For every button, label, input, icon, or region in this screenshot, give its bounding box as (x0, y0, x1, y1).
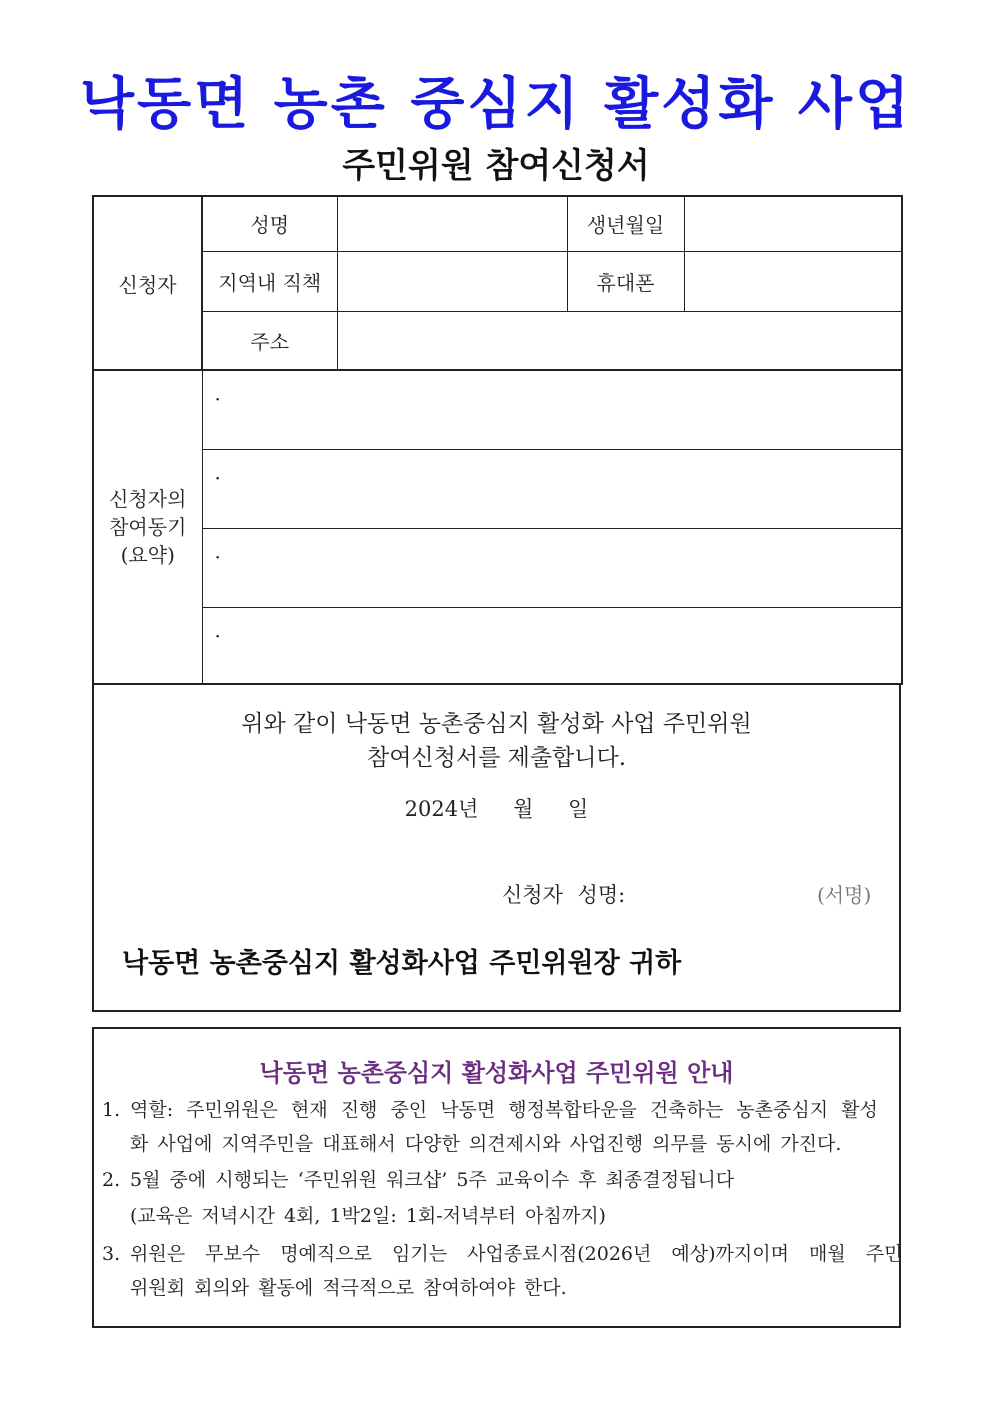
page-title: 낙동면 농촌 중심지 활성화 사업 (79, 72, 913, 137)
position-label: 지역내 직책 (202, 251, 337, 311)
guide-item-text: (교육은 저녁시간 4회, 1박2일: 1회-저녁부터 아침까지) (130, 1205, 606, 1227)
position-field[interactable] (337, 251, 567, 311)
address-label: 주소 (202, 311, 337, 370)
guide-item-number: 2. (102, 1169, 121, 1191)
guide-title: 낙동면 농촌중심지 활성화사업 주민위원 안내 (259, 1059, 734, 1087)
signature-label: 신청자 성명: (502, 883, 626, 907)
declaration-line1: 위와 같이 낙동면 농촌중심지 활성화 사업 주민위원 (241, 711, 752, 737)
addressee: 낙동면 농촌중심지 활성화사업 주민위원장 귀하 (122, 948, 682, 979)
motivation-label-line2: 참여동기 (109, 515, 187, 539)
guide-item-number: 3. (102, 1243, 121, 1265)
applicant-section-label: 신청자 (93, 196, 202, 370)
page-subtitle: 주민위원 참여신청서 (342, 146, 650, 186)
guide-item-text: 5월 중에 시행되는 ‘주민위원 워크샵’ 5주 교육이수 후 최종결정됩니다 (130, 1169, 735, 1191)
declaration-box (92, 683, 901, 1012)
declaration-date[interactable]: 2024년 월 일 (404, 797, 589, 821)
guide-box (92, 1027, 901, 1328)
motivation-label-line3: (요약) (120, 543, 175, 567)
declaration-line2: 참여신청서를 제출합니다. (366, 745, 627, 771)
guide-item-text: 화 사업에 지역주민을 대표해서 다양한 의견제시와 사업진행 의무를 동시에 가진다. (130, 1133, 842, 1155)
signature-seal[interactable]: (서명) (817, 883, 872, 907)
birth-label: 생년월일 (567, 196, 684, 251)
motivation-field-2[interactable]: · (202, 449, 902, 528)
phone-label: 휴대폰 (567, 251, 684, 311)
motivation-section-label (93, 370, 202, 684)
motivation-field-4[interactable]: · (202, 607, 902, 684)
phone-field[interactable] (684, 251, 902, 311)
guide-item-number: 1. (102, 1099, 121, 1121)
motivation-field-3[interactable]: · (202, 528, 902, 607)
birth-field[interactable] (684, 196, 902, 251)
motivation-label-line1: 신청자의 (109, 487, 187, 511)
guide-item-text: 역할: 주민위원은 현재 진행 중인 낙동면 행정복합타운을 건축하는 농촌중심지 활성 (130, 1099, 878, 1121)
name-field[interactable] (337, 196, 567, 251)
guide-item-text: 위원회 회의와 활동에 적극적으로 참여하여야 한다. (130, 1277, 567, 1299)
name-label: 성명 (202, 196, 337, 251)
guide-item-text: 위원은 무보수 명예직으로 임기는 사업종료시점(2026년 예상)까지이며 매월 주민 (130, 1243, 903, 1265)
motivation-field-1[interactable]: · (202, 370, 902, 449)
address-field[interactable] (337, 311, 902, 370)
application-form-table (92, 195, 903, 685)
